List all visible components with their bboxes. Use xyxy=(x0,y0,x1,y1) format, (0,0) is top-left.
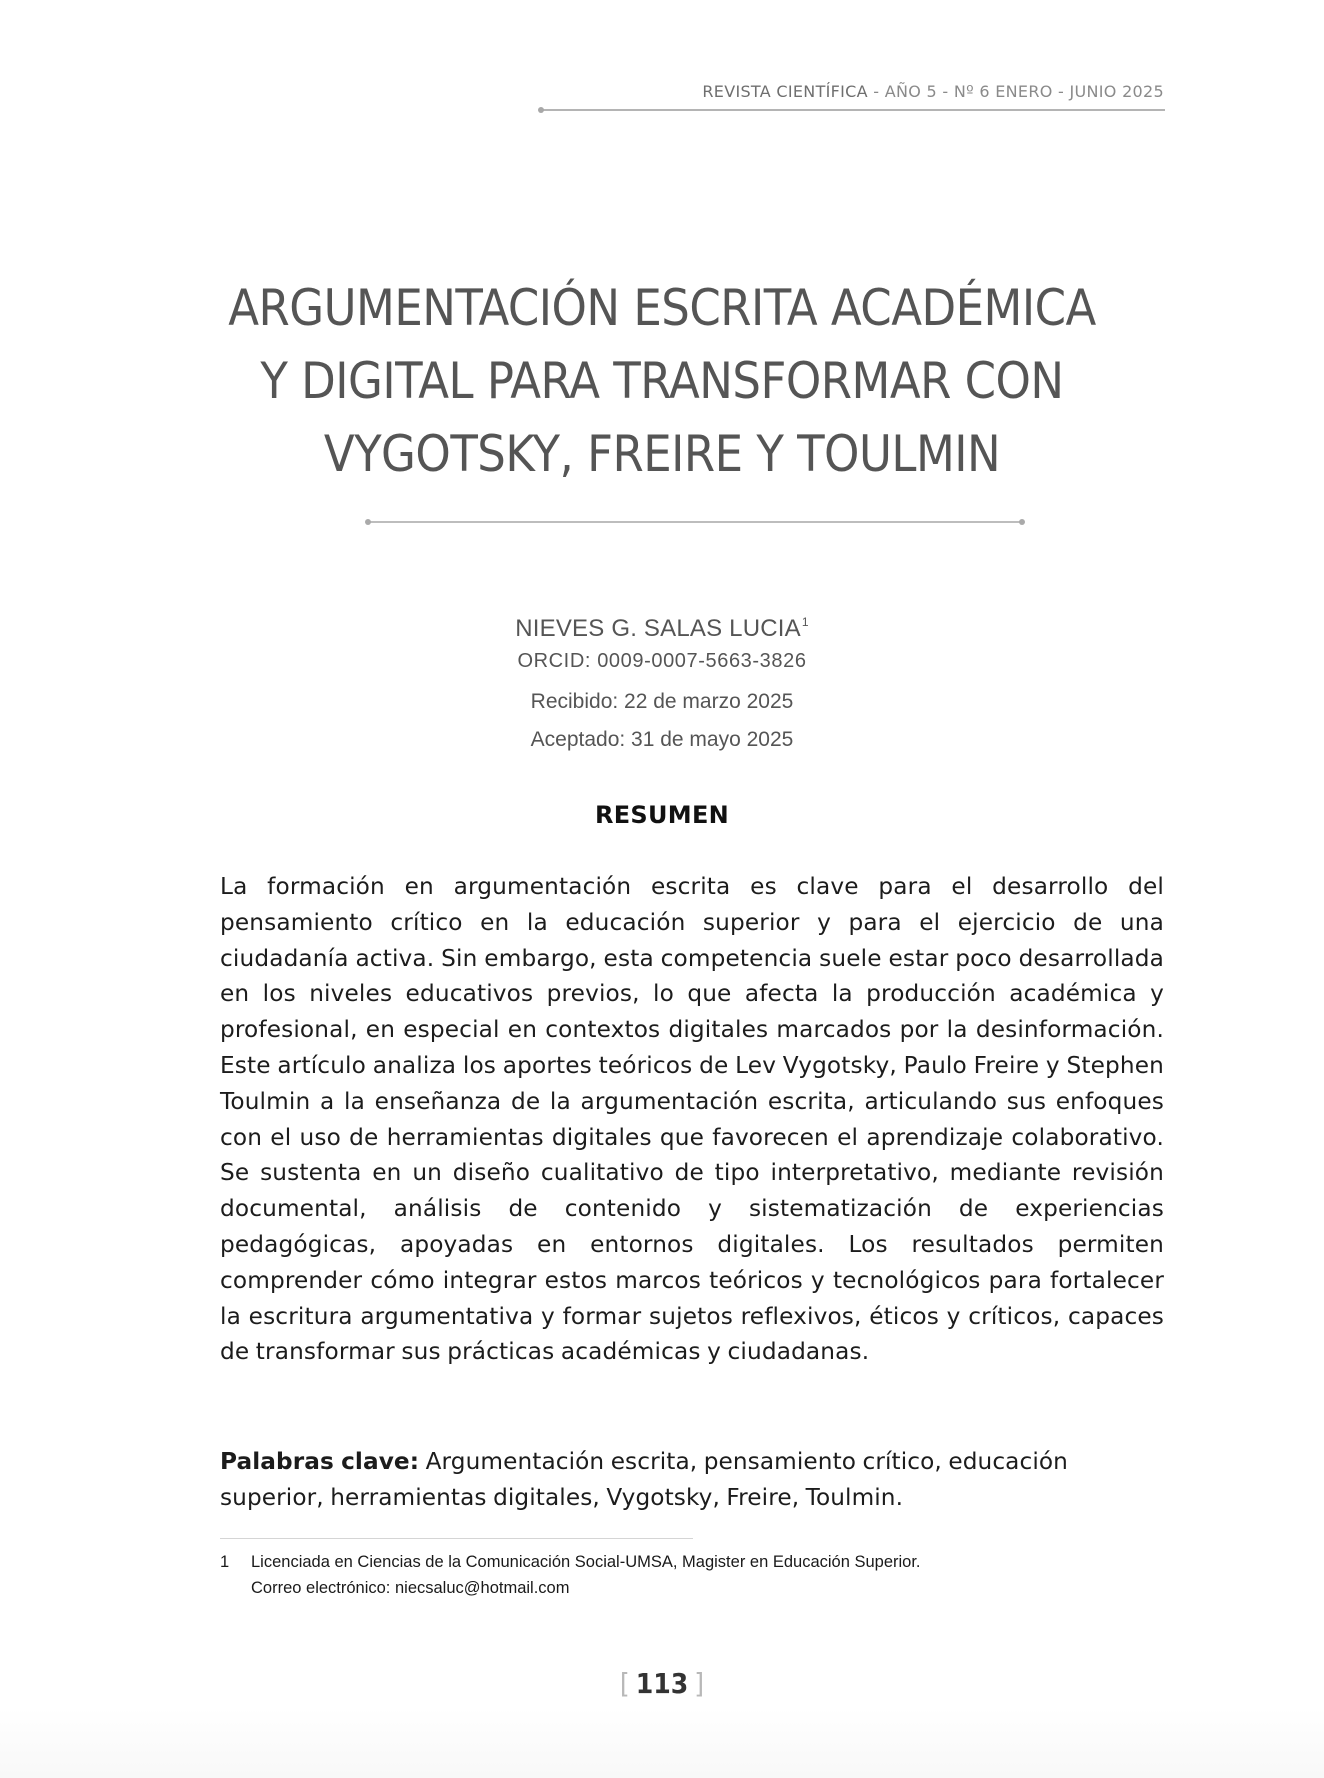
footnote-affiliation: Licenciada en Ciencias de la Comunicación Social-UMSA, Magister en Educación Superior. xyxy=(251,1553,921,1571)
footnote-number: 1 xyxy=(220,1553,230,1571)
running-head xyxy=(702,82,1164,101)
received-date: Recibido: 22 de marzo 2025 xyxy=(530,690,794,713)
page-bracket-open: [ xyxy=(619,1667,630,1700)
title-divider xyxy=(368,521,1022,523)
title-line: ARGUMENTACIÓN ESCRITA ACADÉMICA xyxy=(228,279,1096,337)
title-line: Y DIGITAL PARA TRANSFORMAR CON xyxy=(260,352,1064,410)
keywords xyxy=(220,1444,1164,1516)
author-footnote-mark[interactable]: 1 xyxy=(801,615,809,629)
abstract-text: La formación en argumentación escrita es clave para el desarrollo del pensamiento crítico en la educación superior y para el ejercicio de una ciudadanía activa. Sin embargo, esta competencia suele estar poco desarrollada en los niveles educativos previos, lo que afecta la producción académica y profesional, en especial en contextos digitales marcados por la desinformación. Este artículo analiza los aportes teóricos de Lev Vygotsky, Paulo Freire y Stephen Toulmin a la enseñanza de la argumentación escrita, articulando sus enfoques con el uso de herramientas digitales que favorecen el aprendizaje colaborativo. Se sustenta en un diseño cualitativo de tipo interpretativo, mediante revisión documental, análisis de contenido y sistematización de experiencias pedagógicas, apoyadas en entornos digitales. Los resultados permiten comprender cómo integrar estos marcos teóricos y tecnológicos para fortalecer la escritura argumentativa y formar sujetos reflexivos, éticos y críticos, capaces de transformar sus prácticas académicas y ciudadanas. xyxy=(220,873,1164,1366)
page-bracket-close: ] xyxy=(694,1667,705,1700)
keywords-text: Argumentación escrita, pensamiento crítico, educación superior, herramientas digitales, Vygotsky, Freire, Toulmin. xyxy=(220,1448,1068,1511)
page-bottom-shade xyxy=(0,1708,1324,1778)
author-name-text: NIEVES G. SALAS LUCIA xyxy=(515,615,801,642)
journal-name: REVISTA CIENTÍFICA xyxy=(702,82,868,101)
header-rule xyxy=(541,109,1165,111)
footnote-email: Correo electrónico: niecsaluc@hotmail.com xyxy=(251,1579,570,1597)
keywords-label: Palabras clave: xyxy=(220,1448,420,1475)
page-number xyxy=(0,1667,1324,1700)
abstract-heading: RESUMEN xyxy=(594,801,730,829)
footnote xyxy=(220,1549,1164,1601)
page-number-value: 113 xyxy=(635,1667,689,1700)
footnote-rule xyxy=(220,1538,693,1539)
author-name xyxy=(0,615,1324,643)
article-title xyxy=(150,272,1174,491)
accepted-date: Aceptado: 31 de mayo 2025 xyxy=(530,728,794,751)
issue-info: - AÑO 5 - Nº 6 ENERO - JUNIO 2025 xyxy=(867,82,1164,101)
orcid: ORCID: 0009-0007-5663-3826 xyxy=(517,650,807,672)
title-line: VYGOTSKY, FREIRE Y TOULMIN xyxy=(323,425,1001,483)
